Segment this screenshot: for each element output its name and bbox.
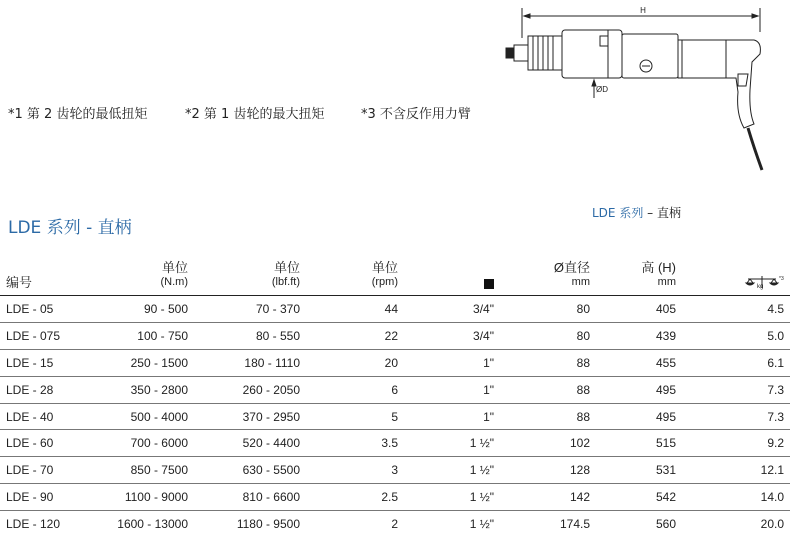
cell-h: 405 — [596, 296, 682, 323]
cell-rpm: 2 — [391, 517, 398, 532]
cell-kg: 12.1 — [682, 457, 790, 484]
header-torque-lbf: 单位 (lbf.ft) — [194, 252, 306, 296]
table-row — [0, 322, 790, 349]
cell-nm: 90 - 500 — [82, 296, 194, 323]
cell-lbf: 370 - 2950 — [194, 403, 306, 430]
series-subtitle — [592, 204, 681, 221]
cell-dia: 80 — [500, 322, 596, 349]
cell-nm: 1100 - 9000 — [82, 484, 194, 511]
cell-model: LDE - 60 — [0, 430, 82, 457]
cell-kg: 20.0 — [760, 517, 784, 532]
cell-drive: 1 ½" — [404, 457, 500, 484]
footnotes — [8, 103, 471, 122]
series-subtitle-prefix: LDE 系列 — [592, 206, 644, 220]
cell-kg: 9.2 — [682, 430, 790, 457]
series-title: LDE 系列 - 直柄 — [8, 218, 132, 238]
cell-rpm: 2.5 — [306, 484, 404, 511]
cell-drive: 1 ½" — [404, 484, 500, 511]
cell-lbf: 260 - 2050 — [194, 376, 306, 403]
cell-nm: 500 - 4000 — [82, 403, 194, 430]
cell-lbf: 80 - 550 — [194, 322, 306, 349]
table-row — [0, 457, 790, 484]
cell-dia: 88 — [500, 349, 596, 376]
cell-nm: 100 - 750 — [82, 322, 194, 349]
table-row — [0, 349, 790, 376]
cell-dia: 128 — [500, 457, 596, 484]
cell-lbf: 180 - 1110 — [194, 349, 306, 376]
cell-lbf: 630 - 5500 — [194, 457, 306, 484]
cell-model: LDE - 075 — [0, 322, 82, 349]
cell-h: 515 — [596, 430, 682, 457]
cell-dia: 142 — [500, 484, 596, 511]
cell-lbf: 520 - 4400 — [194, 430, 306, 457]
cell-nm: 700 - 6000 — [82, 430, 194, 457]
cell-h: 531 — [596, 457, 682, 484]
cell-model: LDE - 05 — [0, 296, 82, 323]
table-row — [0, 430, 790, 457]
cell-drive: 1" — [404, 349, 500, 376]
cell-kg: 7.3 — [682, 403, 790, 430]
cell-model: LDE - 28 — [0, 376, 82, 403]
table-row — [0, 484, 790, 511]
cell-kg: 4.5 — [682, 296, 790, 323]
footnote-2: *2 第 1 齿轮的最大扭矩 — [185, 107, 325, 122]
header-diameter: Ø直径 mm — [500, 252, 596, 296]
cell-h: 439 — [596, 322, 682, 349]
header-model: 编号 — [0, 252, 82, 296]
cell-drive: 3/4" — [404, 296, 500, 323]
cell-rpm: 5 — [306, 403, 404, 430]
cell-h: 542 — [596, 484, 682, 511]
cell-model: LDE - 70 — [0, 457, 82, 484]
cell-nm: 350 - 2800 — [82, 376, 194, 403]
header-square-drive — [404, 252, 500, 296]
cell-kg: 14.0 — [682, 484, 790, 511]
footnote-1: *1 第 2 齿轮的最低扭矩 — [8, 107, 148, 122]
cell-kg: 7.3 — [682, 376, 790, 403]
cell-lbf: 1180 - 9500 — [236, 517, 300, 532]
h-dimension-label: H — [640, 6, 646, 15]
d-dimension-label: ØD — [596, 85, 608, 94]
cell-model: LDE - 90 — [0, 484, 82, 511]
svg-text:*3: *3 — [779, 276, 784, 282]
cell-h: 495 — [596, 403, 682, 430]
table-row — [0, 511, 790, 537]
cell-rpm: 22 — [306, 322, 404, 349]
cell-model: LDE - 120 — [6, 517, 61, 532]
cell-h: 455 — [596, 349, 682, 376]
cell-h: 560 — [655, 517, 676, 532]
cell-drive: 3/4" — [404, 322, 500, 349]
table-row — [0, 403, 790, 430]
cell-kg: 6.1 — [682, 349, 790, 376]
header-torque-nm: 单位 (N.m) — [82, 252, 194, 296]
table-row — [0, 376, 790, 403]
cell-rpm: 44 — [306, 296, 404, 323]
cell-lbf: 70 - 370 — [194, 296, 306, 323]
header-speed: 单位 (rpm) — [306, 252, 404, 296]
cell-model: LDE - 40 — [0, 403, 82, 430]
cell-dia: 88 — [500, 376, 596, 403]
cell-model: LDE - 15 — [0, 349, 82, 376]
cell-rpm: 6 — [306, 376, 404, 403]
cell-rpm: 3 — [306, 457, 404, 484]
header-height: 高 (H) mm — [596, 252, 682, 296]
cell-kg: 5.0 — [682, 322, 790, 349]
table-row — [0, 296, 790, 323]
spec-table — [0, 252, 790, 537]
cell-dia: 174.5 — [559, 517, 590, 532]
square-drive-icon — [484, 279, 494, 289]
cell-nm: 250 - 1500 — [82, 349, 194, 376]
footnote-3: *3 不含反作用力臂 — [361, 107, 471, 122]
cell-drive: 1 ½" — [404, 430, 500, 457]
cell-drive: 1" — [404, 403, 500, 430]
svg-text:kg: kg — [757, 284, 764, 290]
header-weight — [682, 252, 790, 296]
cell-drive: 1 ½" — [469, 517, 494, 532]
cell-rpm: 20 — [306, 349, 404, 376]
tool-diagram — [500, 2, 790, 182]
cell-dia: 102 — [500, 430, 596, 457]
series-subtitle-suffix: – 直柄 — [643, 206, 681, 220]
cell-h: 495 — [596, 376, 682, 403]
scale-icon — [744, 274, 784, 290]
cell-drive: 1" — [404, 376, 500, 403]
table-header-row — [0, 252, 790, 296]
cell-nm: 1600 - 13000 — [117, 517, 188, 532]
cell-dia: 80 — [500, 296, 596, 323]
cell-rpm: 3.5 — [306, 430, 404, 457]
cell-dia: 88 — [500, 403, 596, 430]
cell-lbf: 810 - 6600 — [194, 484, 306, 511]
cell-nm: 850 - 7500 — [82, 457, 194, 484]
